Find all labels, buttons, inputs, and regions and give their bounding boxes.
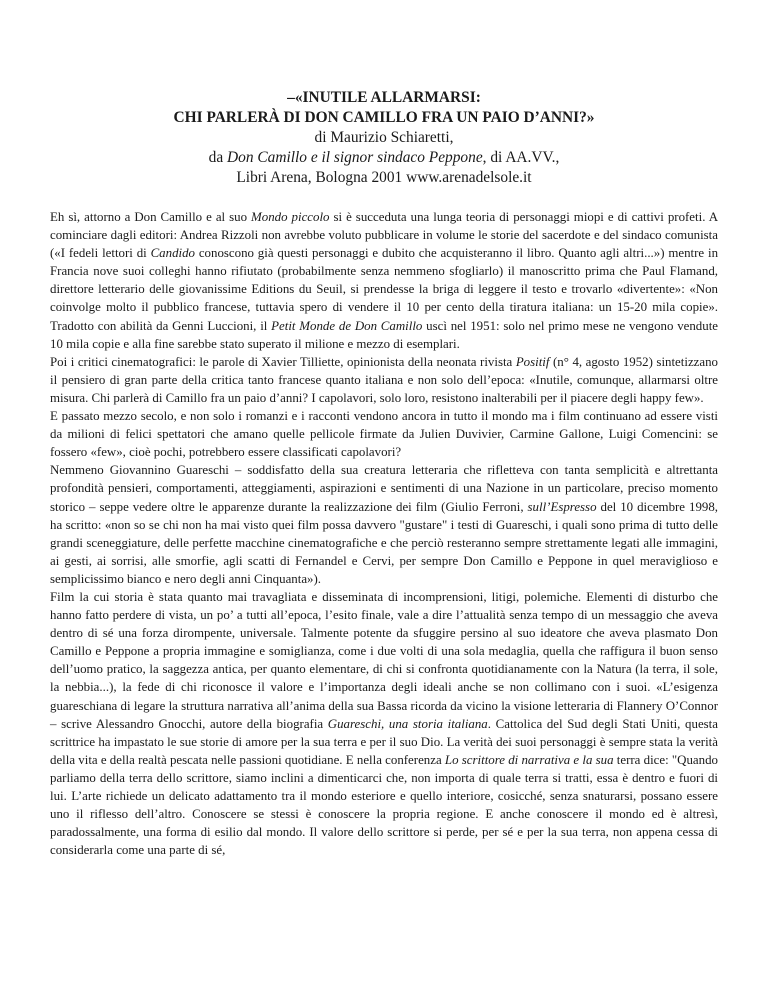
paragraph-text: Poi i critici cinematografici: le parole di Xavier Tilliette, opinionista della neonata rivista <box>50 354 516 369</box>
paragraph-text: del 10 dicembre 1998, ha scritto: «non so se chi non ha mai visto quei film possa davvero "gustare" i testi di Guareschi, i quali sono prima di tutto delle grandi sceneggiature, delle perfette macchine cinematografiche e che perciò resteranno sempre strettamente legati alle immagini, ai gesti, ai sorrisi, alle smorfie, agli scatti di Fernandel e Cervi, per sempre Don Camillo e Peppone in quel meraviglioso e semplicissimo bianco e nero degli anni Cinquanta»). <box>50 499 719 586</box>
article-source <box>50 148 718 168</box>
body-paragraph <box>50 461 718 588</box>
article-author: di Maurizio Schiaretti, <box>314 129 454 146</box>
body-paragraph <box>50 407 718 461</box>
paragraph-text: si è succeduta una lunga teoria di personaggi miopi e di cattivi profeti. A cominciare dagli editori: Andrea Rizzoli non avrebbe voluto pubblicare in volume le storie del sacerdote e del sindaco comunista («I fedeli lettori di <box>50 210 719 261</box>
body-paragraph <box>50 208 718 353</box>
paragraph-text: uscì nel 1951: solo nel primo mese ne vengono vendute 10 mila copie e alla fine sarebbe stato superato il milione e mezzo di esemplari. <box>50 318 718 351</box>
paragraph-text: . Cattolica del Sud degli Stati Uniti, questa scrittrice ha impastato le sue storie di amore per la sua terra e per il suo Dio. La verità dei suoi personaggi è sempre stata la verità della vita e della realtà pescata nelle passioni quotidiane. E nella conferenza <box>50 716 718 767</box>
body-paragraph <box>50 588 718 859</box>
paragraph-text: Eh sì, attorno a Don Camillo e al suo <box>50 210 252 224</box>
article-header <box>50 88 718 188</box>
italic-text: sull’Espresso <box>527 499 597 514</box>
paragraph-text: (n° 4, agosto 1952) sintetizzano il pensiero di gran parte della critica tanto francese quanto italiana e non solo dell’epoca: «Inutile, comunque, allarmarsi oltre misura. Chi parlerà di Camillo fra un paio d’anni? I capolavori, solo loro, resistono inalterabili per il piacere degli happy few». <box>50 354 718 405</box>
article-title-line-1: –«INUTILE ALLARMARSI: <box>287 89 481 106</box>
article-title-line-2: CHI PARLERÀ DI DON CAMILLO FRA UN PAIO D’ANNI?» <box>173 109 595 126</box>
article-publisher: Libri Arena, Bologna 2001 www.arenadelsole.it <box>236 169 532 186</box>
paragraph-text: Nemmeno Giovannino Guareschi – soddisfatto della sua creatura letteraria che rifletteva con tanta semplicità e altrettanta profondità pensieri, comportamenti, atteggiamenti, aspirazioni e sentimenti di una Nazione in un particolare, preciso momento storico – seppe vedere oltre le apparenze durante la realizzazione dei film (Giulio Ferroni, <box>50 463 718 514</box>
italic-text: Guareschi, una storia italiana <box>327 716 488 731</box>
italic-text: Mondo piccolo <box>251 210 330 224</box>
paragraph-text: Film la cui storia è stata quanto mai travagliata e disseminata di incomprensioni, litigi, polemiche. Elementi di disturbo che hanno fatto perdere di vista, un po’ a tutti all’epoca, l’esito finale, vale a dire l’attualità senza tempo di un messaggio che aveva dentro di sé una forza dirompente, universale. Talmente potente da sfuggire persino al suo ideatore che aveva plasmato Don Camillo e Peppone a propria immagine e somiglianza, come i due volti di una sola medaglia, quella che raffigura il buon senso dell’uomo pratico, la saggezza antica, per quanto elementare, di chi si confronta quotidianamente con la Natura (la terra, il sole, la nebbia...), la fede di chi riconosce il valore e l’importanza degli ideali anche se non collimano con i suoi. «L’esigenza guareschiana di legare la struttura narrativa all’anima della sua Bassa ricorda da vicino la visione letteraria di Flannery O’Connor – scrive Alessandro Gnocchi, autore della biografia <box>50 589 718 731</box>
paragraph-text: conoscono già questi personaggi e dubito che acquisteranno il libro. Quanto agli altri...») mentre in Francia nove suoi colleghi hanno rifiutato (probabilmente senza nemmeno sfogliarlo) il manoscritto prima che Paul Flamand, direttore letterario delle giovanissime Editions du Seuil, si prendesse la briga di leggere il testo e trovarlo «divertente»: «Non coinvolge molto il pubblico francese, tuttavia spero di vendere il 10 per cento della tiratura italiana: un 15-20 mila copie». Tradotto con abilità da Genni Luccioni, il <box>50 246 719 333</box>
source-book-title: Don Camillo e il signor sindaco Peppone <box>227 149 483 166</box>
italic-text: Petit Monde de Don Camillo <box>271 318 423 333</box>
article-body <box>50 208 718 859</box>
italic-text: Positif <box>515 354 550 369</box>
paragraph-text: terra dice: "Quando parliamo della terra dello scrittore, siamo inclini a dimenticarci che, non importa di quale terra si tratti, essa è dentro e fuori di lui. L’arte richiede un delicato adattamento tra il mondo esteriore e quello interiore, cosicché, senza snaturarsi, possano essere uno il riflesso dell’altro. Conoscere se stessi è conoscere la propria regione. E anche conoscere il mondo ed è altresì, paradossalmente, una forma di esilio dal mondo. Il valore dello scrittore si perde, per sé e per la sua terra, non appena cessa di considerarla come una parte di sé, <box>50 752 718 858</box>
body-paragraph <box>50 353 718 407</box>
italic-text: Lo scrittore di narrativa e la sua <box>444 752 614 767</box>
paragraph-text: E passato mezzo secolo, e non solo i romanzi e i racconti vendono ancora in tutto il mondo ma i film continuano ad essere visti da milioni di felici spettatori che amano quelle pellicole firmate da Julien Duvivier, Carmine Gallone, Luigi Comencini: se fossero «few», cioè pochi, potrebbero essere classificati capolavori? <box>50 409 718 460</box>
source-prefix: da <box>208 149 228 166</box>
italic-text: Candido <box>150 246 195 261</box>
source-suffix: , di AA.VV., <box>482 149 560 166</box>
